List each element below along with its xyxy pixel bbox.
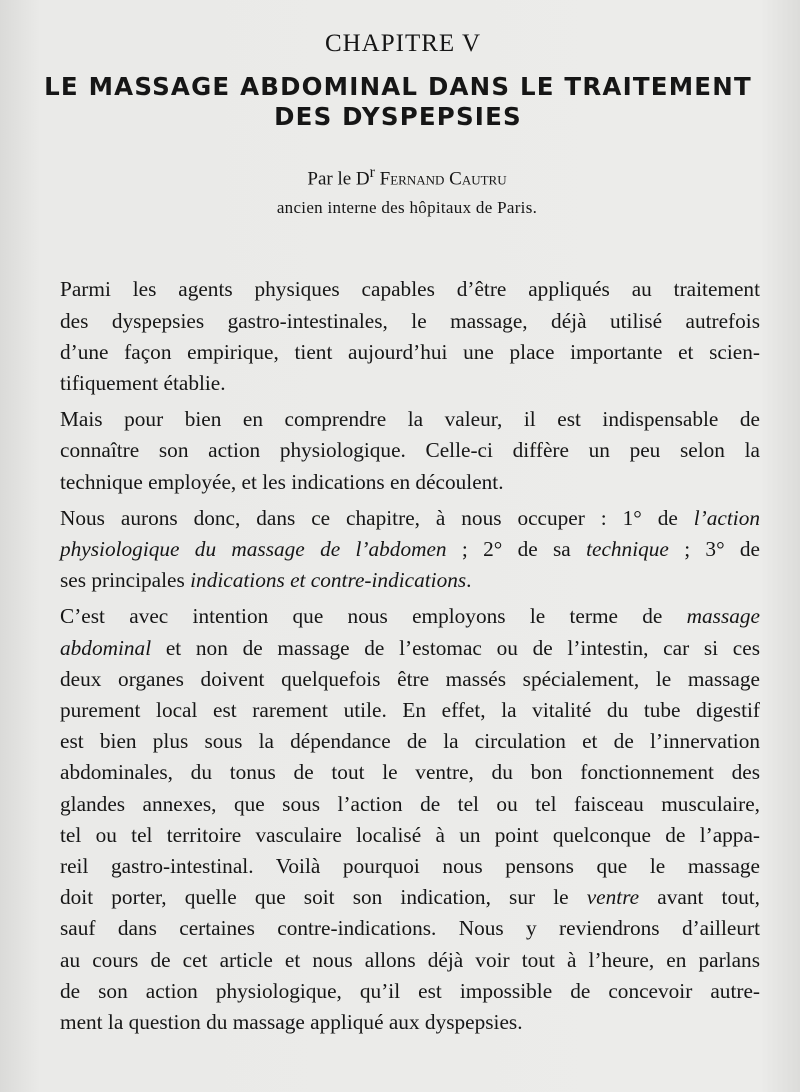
- text-run: ses principales: [60, 568, 191, 593]
- byline-prefix: Par le D: [307, 168, 370, 190]
- text-line: [36, 820, 760, 851]
- article-title: [36, 72, 760, 132]
- body-text: [36, 274, 760, 1038]
- text-line: [36, 435, 760, 466]
- article-title-line: DES DYSPEPSIES: [274, 102, 522, 131]
- italic-text: indications et contre-indications: [190, 568, 467, 593]
- paragraph: [36, 503, 760, 597]
- text-line: [36, 633, 760, 664]
- text-run: tel ou tel territoire vasculaire localisé à un point quelconque de l’appa-: [60, 822, 760, 847]
- text-run: connaître son action physiologique. Celle-ci diffère un peu selon la: [60, 438, 760, 463]
- article-title-line: LE MASSAGE ABDOMINAL DANS LE TRAITEMENT: [44, 72, 752, 101]
- text-line: [36, 945, 760, 976]
- paragraph: [36, 601, 760, 1038]
- text-run: d’une façon empirique, tient aujourd’hui une place importante et scien-: [60, 339, 760, 364]
- text-run: .: [466, 568, 472, 593]
- text-line: [36, 337, 760, 368]
- byline-superscript: r: [369, 164, 375, 181]
- author-affiliation: ancien interne des hôpitaux de Paris.: [276, 198, 538, 218]
- text-line: [36, 789, 760, 820]
- author-name: Fernand Cautru: [379, 168, 507, 190]
- text-line: [36, 565, 760, 596]
- text-line: [36, 306, 760, 337]
- text-run: glandes annexes, que sous l’action de tel ou tel faisceau musculaire,: [60, 791, 760, 816]
- text-run: ; 3° de: [668, 536, 760, 561]
- italic-text: ventre: [586, 885, 640, 910]
- text-line: [36, 882, 760, 913]
- text-run: C’est avec intention que nous employons le terme de: [60, 604, 687, 629]
- text-run: Mais pour bien en comprendre la valeur, il est indispensable de: [60, 407, 760, 432]
- italic-text: l’action: [693, 505, 760, 530]
- text-run: ; 2° de sa: [446, 536, 587, 561]
- text-line: [36, 726, 760, 757]
- text-run: deux organes doivent quelquefois être massés spécialement, le massage: [60, 666, 760, 691]
- text-line: [36, 601, 760, 632]
- text-run: avant tout,: [639, 885, 760, 910]
- text-run: des dyspepsies gastro-intestinales, le massage, déjà utilisé autrefois: [60, 308, 760, 333]
- text-line: [36, 503, 760, 534]
- text-run: Nous aurons donc, dans ce chapitre, à nous occuper : 1° de: [60, 505, 694, 530]
- text-run: de son action physiologique, qu’il est impossible de concevoir autre-: [60, 978, 760, 1003]
- text-line: [36, 274, 760, 305]
- text-line: [36, 695, 760, 726]
- byline: [36, 164, 760, 190]
- text-run: reil gastro-intestinal. Voilà pourquoi nous pensons que le massage: [60, 853, 760, 878]
- text-run: tifiquement établie.: [60, 370, 226, 395]
- text-line: [36, 534, 760, 565]
- italic-text: massage: [686, 604, 760, 629]
- paragraph: [36, 404, 760, 498]
- text-run: est bien plus sous la dépendance de la circulation et de l’innervation: [60, 729, 760, 754]
- text-line: [36, 467, 760, 498]
- text-run: Parmi les agents physiques capables d’être appliqués au traitement: [60, 277, 760, 302]
- text-line: [36, 368, 760, 399]
- text-line: [36, 1007, 760, 1038]
- text-run: purement local est rarement utile. En effet, la vitalité du tube digestif: [60, 697, 760, 722]
- text-line: [36, 757, 760, 788]
- text-run: et non de massage de l’estomac ou de l’intestin, car si ces: [151, 635, 760, 660]
- text-run: technique employée, et les indications en découlent.: [60, 469, 504, 494]
- chapter-heading: CHAPITRE V: [324, 30, 482, 57]
- italic-text: abdominal: [60, 635, 152, 660]
- text-line: [36, 404, 760, 435]
- italic-text: physiologique du massage de l’abdomen: [60, 536, 447, 561]
- text-run: sauf dans certaines contre-indications. Nous y reviendrons d’ailleurt: [60, 916, 760, 941]
- text-line: [36, 664, 760, 695]
- text-run: ment la question du massage appliqué aux dyspepsies.: [60, 1010, 523, 1034]
- text-line: [36, 851, 760, 882]
- text-run: au cours de cet article et nous allons déjà voir tout à l’heure, en parlans: [60, 947, 760, 972]
- text-run: doit porter, quelle que soit son indication, sur le: [60, 885, 587, 910]
- text-line: [36, 913, 760, 944]
- paragraph: [36, 274, 760, 399]
- text-line: [36, 976, 760, 1007]
- italic-text: technique: [586, 536, 669, 561]
- text-run: abdominales, du tonus de tout le ventre, du bon fonctionnement des: [60, 760, 760, 785]
